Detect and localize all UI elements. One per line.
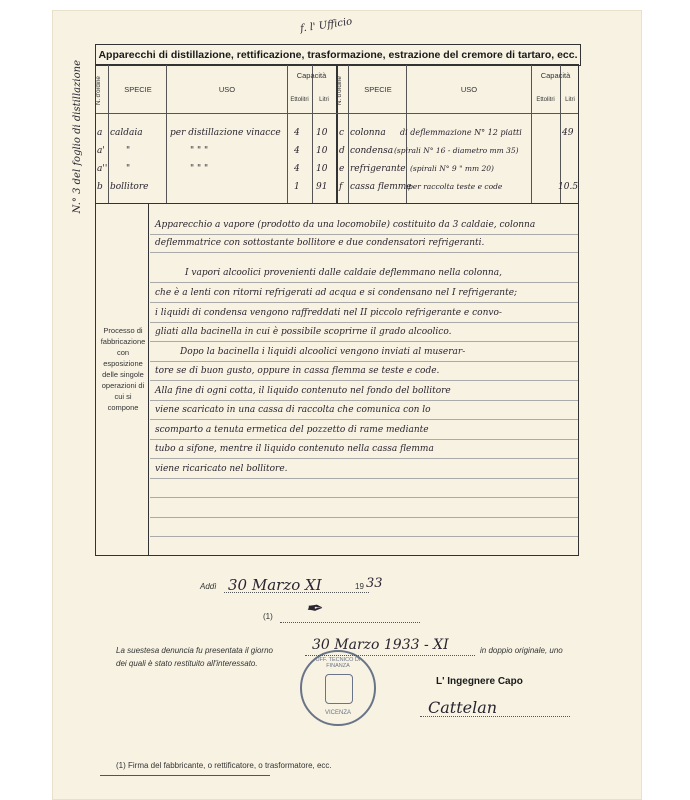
denuncia-text-3: dei quali è stato restituito all'interessato.	[116, 659, 258, 668]
col-uso-left: USO	[218, 85, 236, 94]
row-a-ett: 4	[294, 128, 300, 138]
row-d-ordine: d	[339, 146, 345, 156]
date-prefix: Addì	[200, 582, 217, 591]
process-line-11: viene scaricato in una cassa di raccolta che comunica con lo	[155, 405, 431, 415]
row-b-ordine: b	[97, 182, 103, 192]
col-ordine-right: N. d'ordine	[337, 76, 343, 106]
row-f-ordine: f	[339, 182, 343, 192]
row-a-uso: per distillazione vinacce	[170, 128, 281, 138]
process-line-7: gliati alla bacinella in cui è possibile scoprirne il grado alcoolico.	[155, 327, 452, 337]
denuncia-text-2: in doppio originale, uno	[480, 646, 563, 655]
top-note: f. l' Ufficio	[299, 16, 353, 35]
process-line-14: viene ricaricato nel bollitore.	[155, 464, 288, 474]
row-f-specie: cassa flemme	[350, 182, 412, 192]
engineer-title: L' Ingegnere Capo	[436, 676, 523, 687]
row-f-litri: 10.5	[558, 182, 579, 192]
process-line-12: scomparto a tenuta ermetica del pozzetto di rame mediante	[155, 425, 429, 435]
process-line-8: Dopo la bacinella i liquidi alcoolici vengono inviati al muserar-	[180, 347, 466, 357]
process-line-13: tubo a sifone, mentre il liquido contenuto nella cassa flemma	[155, 444, 434, 454]
row-f-uso: per raccolta teste e code	[408, 182, 503, 191]
row-a1-ordine: a'	[97, 146, 105, 156]
col-litri-left: Litri	[319, 97, 329, 103]
row-a2-specie: "	[126, 164, 131, 174]
row-e-uso: (spirali N° 9 " mm 20)	[410, 164, 494, 173]
manufacturer-signature: ✒	[305, 596, 322, 620]
official-stamp: UFF. TECNICO DI FINANZA VICENZA	[300, 650, 376, 726]
date-year-prefix: 19	[355, 582, 364, 591]
process-line-2: deflemmatrice con sottostante bollitore e due condensatori refrigeranti.	[155, 238, 485, 248]
coat-of-arms-icon	[325, 674, 353, 704]
date-value: 30 Marzo XI	[228, 576, 322, 594]
row-b-ett: 1	[294, 182, 300, 192]
row-d-specie: condensa	[350, 146, 394, 156]
row-a1-ett: 4	[294, 146, 300, 156]
row-b-litri: 91	[316, 182, 328, 192]
row-c-litri: 49	[562, 128, 574, 138]
process-label: Processo di fabbricazione con esposizione delle singole operazioni di cui si compone	[100, 326, 146, 412]
process-line-9: tore se di buon gusto, oppure in cassa flemma se teste e code.	[155, 366, 440, 376]
side-note: N.° 3 del foglio di distillazione	[72, 60, 83, 214]
col-litri-right: Litri	[565, 97, 575, 103]
process-line-4: I vapori alcoolici provenienti dalle caldaie deflemmano nella colonna,	[185, 268, 502, 278]
denuncia-date: 30 Marzo 1933 - XI	[312, 637, 449, 653]
col-specie-left: SPECIE	[124, 85, 152, 94]
denuncia-text-1: La suestesa denuncia fu presentata il giorno	[116, 646, 273, 655]
page-title: Apparecchi di distillazione, rettificazione, trasformazione, estrazione del cremore di tartaro, ecc.	[95, 44, 581, 66]
equipment-table	[95, 64, 579, 204]
process-line-1: Apparecchio a vapore (prodotto da una locomobile) costituito da 3 caldaie, colonna	[155, 220, 536, 230]
process-line-10: Alla fine di ogni cotta, il liquido contenuto nel fondo del bollitore	[155, 386, 451, 396]
row-c-uso: di deflemmazione N° 12 piatti	[400, 128, 522, 137]
row-c-specie: colonna	[350, 128, 386, 138]
row-a2-ordine: a''	[97, 164, 108, 174]
row-a2-ett: 4	[294, 164, 300, 174]
date-year: 33	[366, 576, 383, 591]
col-ordine-left: N. d'ordine	[96, 76, 102, 106]
row-a2-litri: 10	[316, 164, 328, 174]
process-line-6: i liquidi di condensa vengono raffreddati nel II piccolo refrigerante e convo-	[155, 308, 502, 318]
col-uso-right: USO	[460, 85, 478, 94]
row-a1-specie: "	[126, 146, 131, 156]
row-a1-litri: 10	[316, 146, 328, 156]
row-d-uso: (spirali N° 16 - diametro mm 35)	[394, 146, 519, 155]
col-specie-right: SPECIE	[364, 85, 392, 94]
row-a1-uso: " " "	[190, 146, 209, 156]
row-e-specie: refrigerante	[350, 164, 406, 174]
col-capacita-right: Capacità	[540, 71, 571, 80]
row-a-ordine: a	[97, 128, 103, 138]
row-c-ordine: c	[339, 128, 345, 138]
col-capacita-left: Capacità	[296, 71, 327, 80]
row-b-specie: bollitore	[110, 182, 149, 192]
row-e-ordine: e	[339, 164, 345, 174]
process-line-5: che è a lenti con ritorni refrigerati ad acqua e si condensano nel I refrigerante;	[155, 288, 518, 298]
signature-note: (1)	[263, 612, 273, 621]
row-a-specie: caldaia	[110, 128, 143, 138]
col-ettolitri-left: Ettolitri	[290, 97, 309, 103]
row-a-litri: 10	[316, 128, 328, 138]
col-ettolitri-right: Ettolitri	[536, 97, 555, 103]
footnote: (1) Firma del fabbricante, o rettificatore, o trasformatore, ecc.	[116, 761, 332, 770]
row-a2-uso: " " "	[190, 164, 209, 174]
engineer-signature: Cattelan	[428, 698, 498, 717]
